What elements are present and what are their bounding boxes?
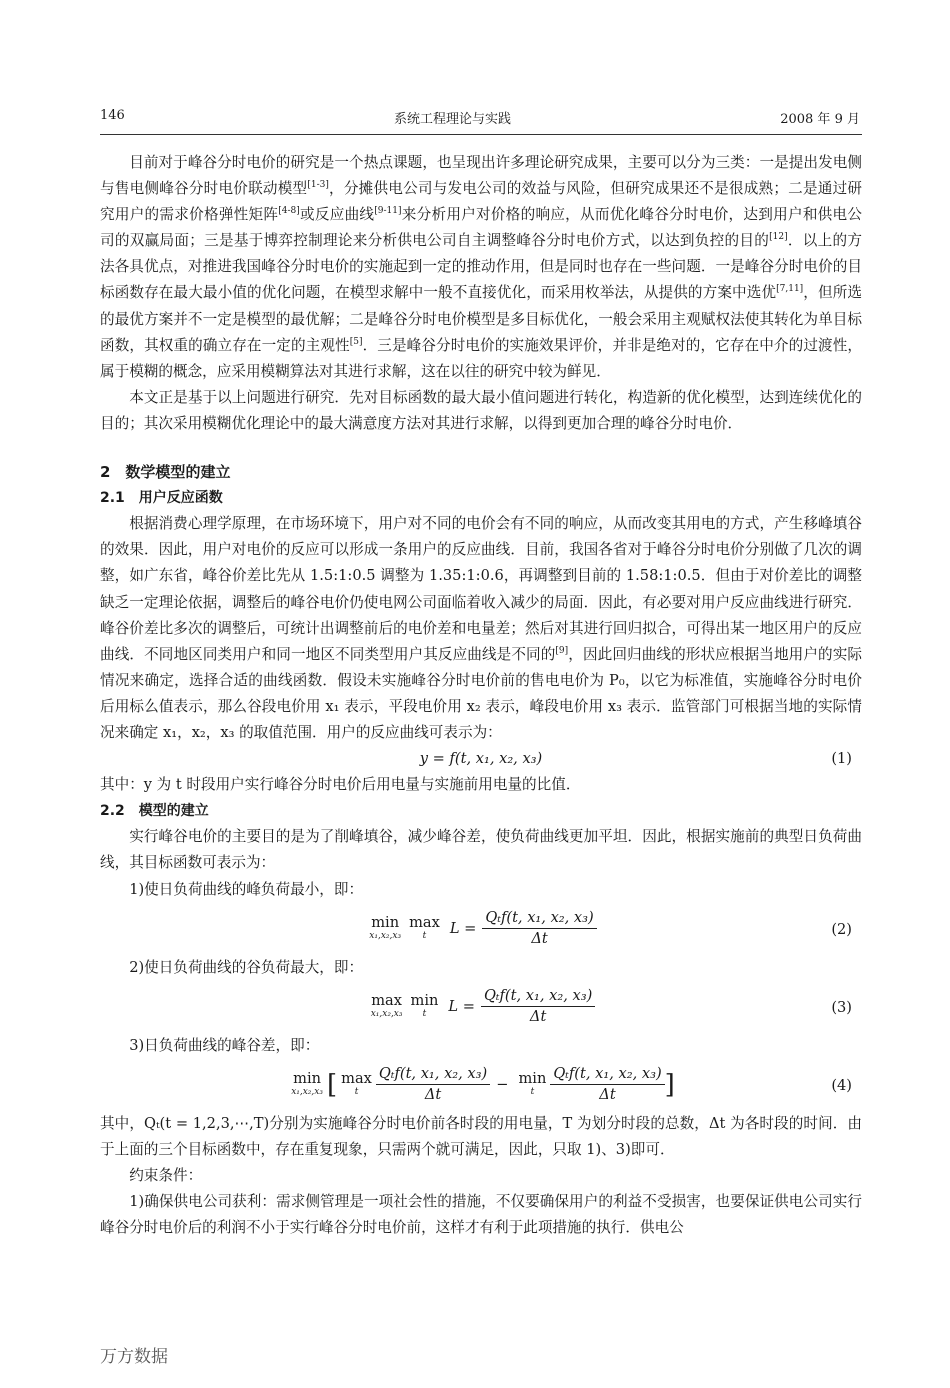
equation-lhs: L = (448, 997, 475, 1015)
op-limit: x₁,x₂,x₃ (369, 930, 402, 941)
text-run: ．以上的方法各具优点，对推进我国峰谷分时电价的实施起到一定的推动作用，但是同时也存在一些问题．一是峰谷分时电价的目标函数存在最大最小值的优化问题，在模型求解中一般不直接优化，而采用枚举法，从提供的方案中选优 (100, 232, 862, 302)
equation-lhs: L = (449, 919, 477, 937)
journal-name: 系统工程理论与实践 (394, 112, 512, 127)
paragraph: 其中：y 为 t 时段用户实行峰谷分时电价后用电量与实施前用电量的比值． (100, 776, 581, 794)
header-rule (100, 134, 862, 135)
list-item: 2)使日负荷曲线的谷负荷最大，即： (129, 958, 364, 976)
op-text: min (293, 1069, 322, 1087)
text-run: 或反应曲线 (299, 206, 375, 224)
operator (370, 991, 403, 1020)
operator (369, 913, 402, 942)
operator (410, 991, 439, 1020)
operator (291, 1069, 323, 1098)
op-limit: t (422, 930, 427, 941)
text-run: 根据消费心理学原理，在市场环境下，用户对不同的电价会有不同的响应，从而改变其用电的方式，产生移峰填谷的效果．因此，用户对电价的反应可以形成一条用户的反应曲线．目前，我国各省对于峰谷分时电价分别做了几次的调整，如广东省，峰谷价差比先从 1.5:1:0.5 调整为 1.35:1:0.6，再调整到目前的 1.58:1:0.5．但由于对价差比的调整缺乏一定理论依据，调整后的峰谷电价仍使电网公司面临着收入减少的局面．因此，有必要对用户反应曲线进行研究．峰谷价差比多次的调整后，可统计出调整前后的电价差和电量差；然后对其进行回归拟合，可得出某一地区用户的反应曲线．不同地区同类用户和同一地区不同类型用户其反应曲线是不同的 (100, 515, 862, 663)
section-heading: 2 数学模型的建立 (100, 463, 231, 482)
op-limit: x₁,x₂,x₃ (370, 1008, 403, 1019)
denominator: Δt (531, 930, 548, 948)
equation-number: (4) (831, 1076, 852, 1094)
watermark: 万方数据 (100, 1347, 168, 1367)
equation-body: y = f(t, x₁, x₂, x₃) (419, 750, 543, 768)
text-run: 目前对于峰谷分时电价的研究是一个热点课题，也呈现出许多理论研究成果，主要可以分为三类：一是提出发电侧与售电侧峰谷分时电价联动模型 (100, 154, 862, 198)
equation-3 (100, 981, 862, 1033)
text-run: 来分析用户对价格的响应，从而优化峰谷分时电价，达到用户和供电公司的双赢局面；三是基于博弈控制理论来分析供电公司自主调整峰谷分时电价方式，以达到负控的目的 (100, 206, 862, 250)
paragraph (100, 511, 862, 746)
op-limit: x₁,x₂,x₃ (291, 1086, 323, 1097)
op-text: max (341, 1069, 372, 1087)
fraction (481, 986, 595, 1027)
subsection-heading: 2.1 用户反应函数 (100, 490, 223, 507)
op-limit: t (530, 1086, 535, 1097)
minus-sign: − (496, 1075, 509, 1093)
text-run: ，但所选的最优方案并不一定是模型的最优解；二是峰谷分时电价模型是多目标优化，一般会采用主观赋权法使其转化为单目标函数，其权重的确立存在一定的主观性 (100, 284, 862, 354)
denominator: Δt (424, 1086, 442, 1104)
paragraph: 其中，Qₜ(t = 1,2,3,⋯,T)分别为实施峰谷分时电价前各时段的用电量，T 为划分时段的总数，Δt 为各时段的时间．由于上面的三个目标函数中，存在重复现象，只需两个就可满足，因此，只取 1)、3)即可． (100, 1114, 862, 1158)
numerator: Qₜf(t, x₁, x₂, x₃) (482, 908, 596, 929)
equation-1 (100, 746, 862, 772)
op-text: min (371, 913, 400, 931)
subsection-heading: 2.2 模型的建立 (100, 803, 209, 820)
citation: [5] (349, 336, 363, 347)
fraction (482, 908, 596, 949)
text-run: ，因此回归曲线的形状应根据当地用户的实际情况来确定，选择合适的曲线函数．假设未实施峰谷分时电价前的售电电价为 P₀，以它为标准值，实施峰谷分时电价后用标么值表示，那么谷段电价用 x₁ 表示，平段电价用 x₂ 表示，峰段电价用 x₃ 表示．监管部门可根据当地的实际情况来确定 x₁，x₂，x₃ 的取值范围．用户的反应曲线可表示为： (100, 645, 862, 741)
numerator: Qₜf(t, x₁, x₂, x₃) (481, 986, 595, 1007)
equation-number: (1) (831, 750, 852, 768)
op-limit: t (422, 1008, 427, 1019)
denominator: Δt (599, 1086, 616, 1104)
op-text: max (409, 913, 440, 931)
fraction (376, 1064, 490, 1105)
equation-4 (100, 1059, 862, 1111)
operator (341, 1069, 372, 1098)
numerator: Qₜf(t, x₁, x₂, x₃) (550, 1064, 664, 1085)
list-item: 1)使日负荷曲线的峰负荷最小，即： (129, 880, 364, 898)
issue-date: 2008 年 9 月 (780, 112, 860, 127)
right-bracket: ] (664, 1069, 675, 1100)
operator (518, 1069, 547, 1098)
citation: [7,11] (776, 284, 804, 295)
page-body (100, 150, 862, 1241)
equation-number: (2) (831, 920, 852, 938)
citation: [9] (555, 645, 569, 656)
fraction (550, 1064, 664, 1105)
paragraph: 约束条件： (129, 1167, 203, 1184)
op-text: min (518, 1069, 547, 1087)
citation: [4-8] (278, 206, 300, 217)
numerator: Qₜf(t, x₁, x₂, x₃) (376, 1064, 490, 1085)
intro-paragraph-1 (100, 150, 862, 385)
equation-number: (3) (831, 998, 852, 1016)
page-number: 146 (100, 108, 125, 123)
running-header (100, 108, 860, 127)
op-text: min (410, 991, 439, 1009)
citation: [1-3] (307, 180, 329, 191)
operator (409, 913, 440, 942)
op-limit: t (354, 1086, 359, 1097)
left-bracket: [ (326, 1069, 338, 1100)
intro-paragraph-2: 本文正是基于以上问题进行研究．先对目标函数的最大最小值问题进行转化，构造新的优化模型，达到连续优化的目的；其次采用模糊优化理论中的最大满意度方法对其进行求解，以得到更加合理的峰谷分时电价． (100, 388, 862, 432)
paragraph: 1)确保供电公司获利：需求侧管理是一项社会性的措施，不仅要确保用户的利益不受损害，也要保证供电公司实行峰谷分时电价后的利润不小于实行峰谷分时电价前，这样才有利于此项措施的执行．供电公 (100, 1193, 862, 1237)
list-item: 3)日负荷曲线的峰谷差，即： (129, 1036, 320, 1054)
citation: [9-11] (374, 206, 402, 217)
text-run: ，分摊供电公司与发电公司的效益与风险，但研究成果还不是很成熟；二是通过研究用户的需求价格弹性矩阵 (100, 180, 862, 224)
op-text: max (371, 991, 402, 1009)
denominator: Δt (529, 1008, 547, 1026)
equation-2 (100, 903, 862, 955)
text-run: ．三是峰谷分时电价的实施效果评价，并非是绝对的，它存在中介的过渡性，属于模糊的概念，应采用模糊算法对其进行求解，这在以往的研究中较为鲜见． (100, 336, 862, 380)
citation: [12] (769, 232, 788, 243)
paragraph: 实行峰谷电价的主要目的是为了削峰填谷，减少峰谷差，使负荷曲线更加平坦．因此，根据实施前的典型日负荷曲线，其目标函数可表示为： (100, 828, 862, 872)
